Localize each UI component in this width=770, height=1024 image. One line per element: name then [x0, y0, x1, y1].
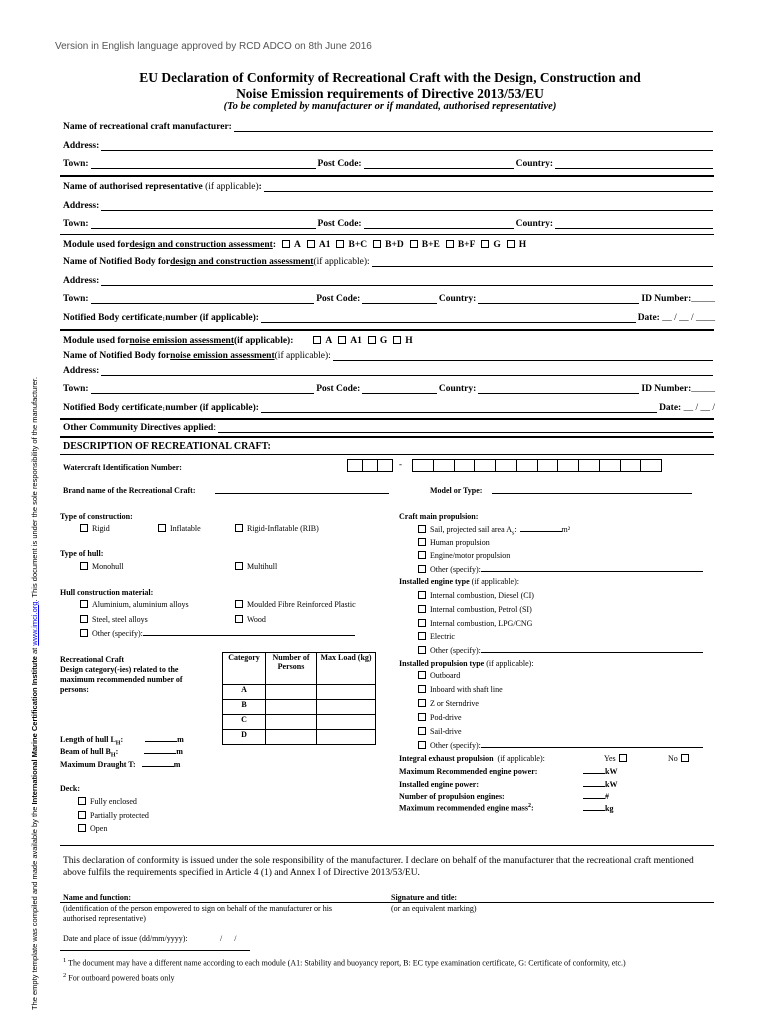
material-aluminium[interactable]: Aluminium, aluminium alloys — [80, 600, 189, 609]
divider — [60, 234, 714, 235]
design-option-a[interactable]: A — [293, 240, 301, 250]
title-line-1: EU Declaration of Conformity of Recreational Craft with the Design, Construction and — [139, 70, 641, 85]
representative-postcode-field[interactable] — [364, 219, 514, 229]
proptype-other[interactable]: Other (specify): — [418, 741, 703, 750]
deck-label: Deck: — [60, 784, 80, 793]
noise-nb-row: Name of Notified Body for noise emission assessment (if applicable): — [63, 351, 715, 361]
engine-type-label: Installed engine type (if applicable): — [399, 577, 519, 586]
divider — [60, 454, 714, 455]
divider — [60, 418, 714, 420]
signature-note: (or an equivalent marking) — [391, 904, 477, 913]
win-dash: - — [399, 459, 402, 469]
footnote-1: $^1$ The document may have a different name according to each module (A1: Stability and buoyancy report, B: EC type examination certificate, G: Certificate of conformity, etc.) — [63, 957, 626, 968]
manufacturer-country-field[interactable] — [555, 159, 713, 169]
manufacturer-name-field[interactable] — [234, 122, 713, 132]
description-title: DESCRIPTION OF RECREATIONAL CRAFT: — [63, 441, 271, 452]
load-cell[interactable] — [317, 685, 376, 700]
date-place-field[interactable]: / / — [220, 934, 237, 943]
deck-partially-protected[interactable]: Partially protected — [78, 811, 149, 820]
noise-cert-field[interactable] — [261, 403, 657, 413]
engine-petrol[interactable]: Internal combustion, Petrol (SI) — [418, 605, 532, 614]
material-steel[interactable]: Steel, steel alloys — [80, 615, 148, 624]
model-field[interactable] — [492, 493, 692, 494]
deck-fully-enclosed[interactable]: Fully enclosed — [78, 797, 137, 806]
engine-lpg[interactable]: Internal combustion, LPG/CNG — [418, 619, 532, 628]
beam-row: Beam of hull $B_H$: m — [60, 747, 183, 759]
engine-mass-field[interactable]: kg — [583, 804, 613, 813]
noise-nb-postcode-field[interactable] — [362, 384, 437, 394]
design-option-be[interactable]: B+E — [421, 240, 440, 250]
other-directives-field[interactable] — [218, 423, 713, 433]
representative-town-field[interactable] — [91, 219, 316, 229]
hull-type-label: Type of hull: — [60, 549, 104, 558]
manufacturer-address-field[interactable] — [101, 141, 713, 151]
installed-power-label: Installed engine power: — [399, 780, 479, 789]
date-place-label: Date and place of issue (dd/mm/yyyy): — [63, 934, 188, 943]
design-nb-field[interactable] — [372, 257, 713, 267]
col-max-load: Max Load (kg) — [317, 653, 376, 685]
win-country-field[interactable] — [347, 459, 393, 472]
noise-nb-address-row: Address: — [63, 366, 715, 376]
material-wood[interactable]: Wood — [235, 615, 266, 624]
design-option-h[interactable]: H — [518, 240, 527, 250]
win-code-field[interactable] — [412, 459, 662, 472]
representative-name-field[interactable] — [264, 182, 713, 192]
noise-option-g[interactable]: G — [379, 336, 388, 346]
design-nb-country-field[interactable] — [478, 294, 639, 304]
imci-link[interactable]: www.imci.org — [30, 601, 39, 646]
persons-cell[interactable] — [266, 730, 317, 745]
representative-address-field[interactable] — [101, 201, 713, 211]
proptype-sterndrive[interactable]: Z or Sterndrive — [418, 699, 479, 708]
construction-label: Type of construction: — [60, 512, 133, 521]
noise-nb-address-field[interactable] — [101, 366, 713, 376]
deck-open[interactable]: Open — [78, 824, 107, 833]
design-option-bd[interactable]: B+D — [385, 240, 404, 250]
hull-monohull[interactable]: Monohull — [80, 562, 124, 571]
design-nb-row: Name of Notified Body for design and construction assessment (if applicable): — [63, 257, 715, 267]
max-power-label: Maximum Recommended engine power: — [399, 767, 538, 776]
noise-nb-town-row: Town: Post Code: Country: ID Number: _____ — [63, 384, 715, 394]
load-cell[interactable] — [317, 715, 376, 730]
category-b: B — [223, 700, 266, 715]
divider — [60, 329, 714, 331]
category-d: D — [223, 730, 266, 745]
propulsion-label: Craft main propulsion: — [399, 512, 479, 521]
propulsion-human[interactable]: Human propulsion — [418, 538, 490, 547]
design-nb-postcode-field[interactable] — [362, 294, 437, 304]
design-module-row: Module used for design and construction assessment : A A1 B+C B+D B+E B+F G H — [63, 240, 527, 250]
installed-power-field[interactable]: kW — [583, 780, 617, 789]
representative-country-field[interactable] — [555, 219, 713, 229]
design-nb-town-row: Town: Post Code: Country: ID Number: _____ — [63, 294, 715, 304]
length-row: Length of hull $L_H$: m — [60, 735, 184, 747]
engine-number-field[interactable]: # — [583, 792, 609, 801]
divider — [60, 845, 714, 846]
design-category-label: Recreational Craft Design category(-ies) related to the maximum recommended number of persons: — [60, 655, 183, 694]
name-function-label: Name and function: — [63, 893, 132, 902]
construction-rib[interactable]: Rigid-Inflatable (RIB) — [235, 524, 319, 533]
hull-material-label: Hull construction material: — [60, 588, 154, 597]
design-option-bf[interactable]: B+F — [457, 240, 476, 250]
propulsion-engine[interactable]: Engine/motor propulsion — [418, 551, 510, 560]
brand-label: Brand name of the Recreational Craft: — [63, 486, 196, 495]
proptype-outboard[interactable]: Outboard — [418, 671, 460, 680]
manufacturer-town-field[interactable] — [91, 159, 316, 169]
exhaust-yes[interactable]: Yes — [604, 754, 631, 763]
noise-option-h[interactable]: H — [405, 336, 413, 346]
subtitle: (To be completed by manufacturer or if mandated, authorised representative) — [223, 101, 557, 112]
engine-number-label: Number of propulsion engines: — [399, 792, 505, 801]
noise-cert-row: Notified Body certificate $_1$ number (if applicable): Date: __ / __ / — [63, 403, 715, 413]
noise-option-a1[interactable]: A1 — [350, 336, 362, 346]
noise-nb-field[interactable] — [333, 351, 713, 361]
propulsion-sail[interactable]: Sail, projected sail area $A_s$: m² — [418, 525, 570, 537]
signature-label: Signature and title: — [391, 893, 458, 902]
col-category: Category — [223, 653, 266, 685]
design-nb-town-field[interactable] — [91, 294, 315, 304]
engine-mass-label: Maximum recommended engine mass$^2$: — [399, 803, 534, 813]
material-frp[interactable]: Moulded Fibre Reinforced Plastic — [235, 600, 356, 609]
manufacturer-town-row: Town: Post Code: Country: — [63, 159, 715, 169]
representative-address-row: Address: — [63, 201, 715, 211]
name-function-note: (identification of the person empowered to sign on behalf of the manufacturer or his authorised representative) — [63, 904, 333, 923]
construction-inflatable[interactable]: Inflatable — [158, 524, 201, 533]
design-nb-address-row: Address: — [63, 276, 715, 286]
load-cell[interactable] — [317, 700, 376, 715]
divider — [60, 436, 714, 438]
max-power-field[interactable]: kW — [583, 767, 617, 776]
proptype-saildrive[interactable]: Sail-drive — [418, 727, 462, 736]
persons-cell[interactable] — [266, 685, 317, 700]
design-option-bc[interactable]: B+C — [348, 240, 368, 250]
construction-rigid[interactable]: Rigid — [80, 524, 110, 533]
model-label: Model or Type: — [430, 486, 483, 495]
title-line-2: Noise Emission requirements of Directive 2013/53/EU — [236, 86, 544, 101]
engine-other[interactable]: Other (specify): — [418, 646, 703, 655]
manufacturer-postcode-field[interactable] — [364, 159, 514, 169]
load-cell[interactable] — [317, 730, 376, 745]
material-other[interactable]: Other (specify): — [80, 629, 355, 638]
footnote-2: $^2$ For outboard powered boats only — [63, 972, 175, 983]
signature-line[interactable] — [60, 902, 714, 903]
brand-field[interactable] — [215, 493, 389, 494]
noise-nb-town-field[interactable] — [91, 384, 315, 394]
footnote-divider — [60, 950, 250, 951]
header-note: Version in English language approved by RCD ADCO on 8th June 2016 — [55, 41, 372, 52]
engine-diesel[interactable]: Internal combustion, Diesel (CI) — [418, 591, 534, 600]
other-directives-row: Other Community Directives applied : — [63, 423, 715, 433]
noise-option-a[interactable]: A — [325, 336, 333, 346]
exhaust-row: Integral exhaust propulsion (if applicable): — [399, 754, 545, 763]
hull-multihull[interactable]: Multihull — [235, 562, 277, 571]
propulsion-other[interactable]: Other (specify): — [418, 565, 703, 574]
representative-town-row: Town: Post Code: Country: — [63, 219, 715, 229]
engine-electric[interactable]: Electric — [418, 632, 455, 641]
manufacturer-name-row: Name of recreational craft manufacturer: — [63, 122, 715, 132]
declaration-text: This declaration of conformity is issued under the sole responsibility of the manufacturer. I declare on behalf of the manufacturer that the recreational craft mentioned above fulfils the requirements specified in Article 4 (1) and Annex I of Directive 2013/53/EU. — [63, 856, 694, 878]
noise-nb-country-field[interactable] — [478, 384, 639, 394]
proptype-pod[interactable]: Pod-drive — [418, 713, 462, 722]
persons-cell[interactable] — [266, 715, 317, 730]
divider — [60, 175, 714, 177]
col-persons: Number of Persons — [266, 653, 317, 685]
proptype-inboard[interactable]: Inboard with shaft line — [418, 685, 503, 694]
category-c: C — [223, 715, 266, 730]
sidebar-text: The empty template was compiled and made available by the International Marine Certification Institute at www.imci.org. This document is under the sole responsibility of the manufacturer. — [30, 376, 39, 1010]
design-cert-row: Notified Body certificate $_1$ number (if applicable): Date: __ / __ / ____ — [63, 313, 715, 323]
exhaust-no[interactable]: No — [668, 754, 693, 763]
design-option-a1[interactable]: A1 — [318, 240, 331, 250]
persons-cell[interactable] — [266, 700, 317, 715]
draught-row: Maximum Draught T: m — [60, 760, 181, 769]
win-label: Watercraft Identification Number: — [63, 463, 182, 472]
representative-name-row: Name of authorised representative (if applicable) : — [63, 182, 715, 192]
propulsion-type-label: Installed propulsion type (if applicable): — [399, 659, 534, 668]
design-nb-address-field[interactable] — [101, 276, 713, 286]
design-category-table — [222, 652, 376, 745]
manufacturer-address-row: Address: — [63, 141, 715, 151]
noise-module-row: Module used for noise emission assessment (if applicable): A A1 G H — [63, 336, 413, 346]
design-cert-field[interactable] — [261, 313, 636, 323]
category-a: A — [223, 685, 266, 700]
design-option-g[interactable]: G — [493, 240, 501, 250]
